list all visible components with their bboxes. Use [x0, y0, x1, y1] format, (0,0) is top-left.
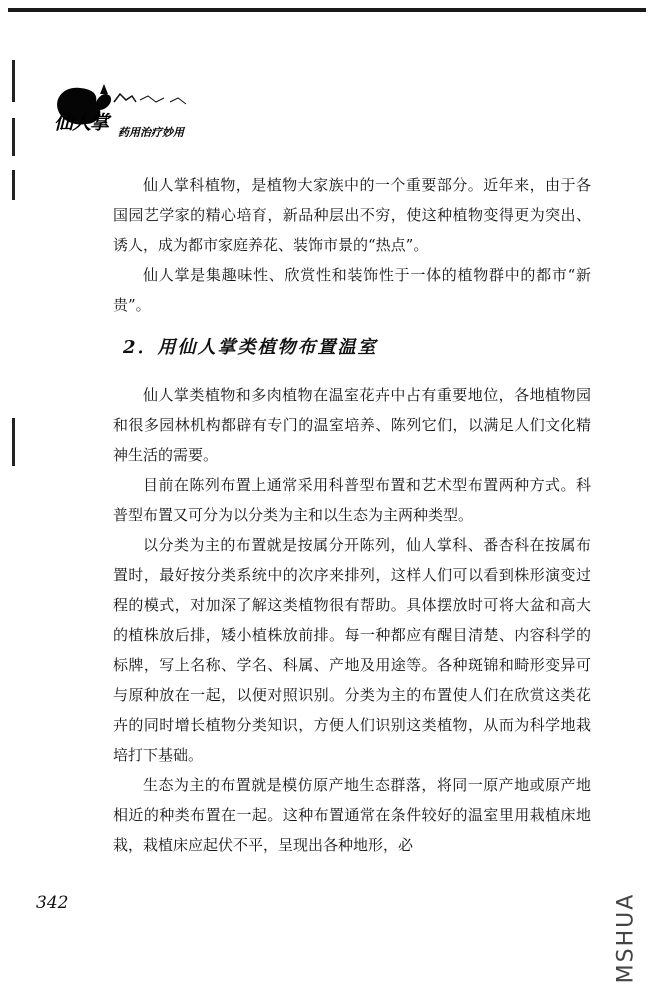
paragraph: 目前在陈列布置上通常采用科普型布置和艺术型布置两种方式。科普型布置又可分为以分类为主和以生态为主两种类型。 — [113, 476, 591, 524]
logo-subtitle: 药用治疗妙用 — [118, 126, 184, 139]
margin-mark — [12, 170, 15, 200]
paragraph: 仙人掌科植物，是植物大家族中的一个重要部分。近年来，由于各国园艺学家的精心培育，新品种层出不穷，使这种植物变得更为突出、诱人，成为都市家庭养花、装饰市景的“热点”。 — [113, 176, 591, 254]
margin-mark — [12, 118, 15, 156]
paragraph: 以分类为主的布置就是按属分开陈列，仙人掌科、番杏科在按属布置时，最好按分类系统中的次序来排列，这样人们可以看到株形演变过程的模式，对加深了解这类植物很有帮助。具体摆放时可将大盆和高大的植株放后排，矮小植株放前排。每一种都应有醒目清楚、内容科学的标牌，写上名称、学名、科属、产地及用途等。各种斑锦和畸形变异可与原种放在一起，以便对照识别。分类为主的布置使人们在欣赏这类花卉的同时增长植物分类知识，方便人们识别这类植物，从而为科学地栽培打下基础。 — [113, 536, 591, 764]
top-rule — [8, 8, 646, 12]
page-number: 342 — [36, 893, 69, 913]
margin-mark — [12, 418, 15, 466]
paragraph: 仙人掌是集趣味性、欣赏性和装饰性于一体的植物群中的都市“新贵”。 — [113, 266, 591, 314]
header-logo — [40, 80, 230, 150]
watermark — [606, 880, 646, 995]
logo-title: 仙人掌 — [54, 112, 109, 134]
paragraph: 仙人掌类植物和多肉植物在温室花卉中占有重要地位，各地植物园和很多园林机构都辟有专门的温室培养、陈列它们，以满足人们文化精神生活的需要。 — [113, 386, 591, 464]
section-heading: 2．用仙人掌类植物布置温室 — [123, 337, 378, 358]
paragraph: 生态为主的布置就是模仿原产地生态群落，将同一原产地或原产地相近的种类布置在一起。这种布置通常在条件较好的温室里用栽植床地栽，栽植床应起伏不平，呈现出各种地形，必 — [113, 776, 591, 854]
margin-mark — [12, 60, 15, 102]
page-body — [113, 170, 591, 860]
watermark-text: MSHUA — [613, 892, 639, 983]
